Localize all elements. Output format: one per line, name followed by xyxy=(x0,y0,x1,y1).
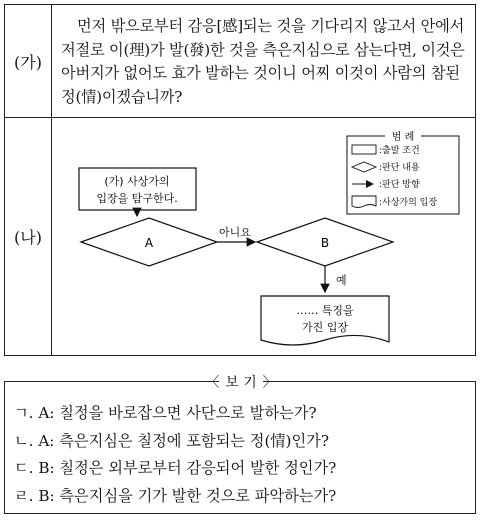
bogi-title-text: 보 기 xyxy=(219,375,263,391)
legend-item-direction: :판단 방향 xyxy=(379,180,420,190)
edge-yes-label: 예 xyxy=(336,274,347,287)
start-text-line2: 입장을 탐구한다. xyxy=(96,192,178,205)
passage-ga xyxy=(61,15,473,109)
section-na-label: (나) xyxy=(5,118,52,355)
bogi-item-3: ㄷ. B: 칠정은 외부로부터 감응되어 발한 정인가? xyxy=(14,459,337,477)
bogi-item-2: ㄴ. A: 측은지심은 칠정에 포함되는 정(情)인가? xyxy=(14,431,329,450)
decision-a-label: A xyxy=(144,236,154,250)
flowchart-diagram xyxy=(51,118,475,356)
decision-b-label: B xyxy=(320,236,330,250)
passage-text: 먼저 밖으로부터 감응[感]되는 것을 기다리지 않고서 안에서 저절로 이(理)가 발(發)한 것을 측은지심으로 삼는다면, 이것은 아버지가 없어도 효가 발하는 것이니 어찌 이것이 사람의 참된 정(情)이겠습니까? xyxy=(61,17,465,106)
bogi-list xyxy=(14,400,469,510)
edge-no-label: 아니요 xyxy=(219,226,251,239)
legend-start-symbol xyxy=(352,145,376,154)
start-text-line1: (가) 사상가의 xyxy=(104,175,170,188)
bogi-item-4: ㄹ. B: 측은지심을 기가 발한 것으로 파악하는가? xyxy=(14,486,337,505)
question-table xyxy=(4,4,476,356)
legend-item-decision: :판단 내용 xyxy=(379,163,420,173)
result-text-line2: 가진 입장 xyxy=(301,321,349,334)
result-text-line1: …… 특징을 xyxy=(296,304,354,317)
legend-title: 범 례 xyxy=(391,132,415,143)
legend-item-start: :출발 조건 xyxy=(379,146,420,156)
bogi-item-1: ㄱ. A: 칠정을 바로잡으면 사단으로 발하는가? xyxy=(14,404,317,422)
legend-item-position: :사상가의 입장 xyxy=(379,198,438,208)
section-ga-label: (가) xyxy=(5,5,52,117)
bogi-title: 〈 보 기 〉 xyxy=(205,375,277,391)
